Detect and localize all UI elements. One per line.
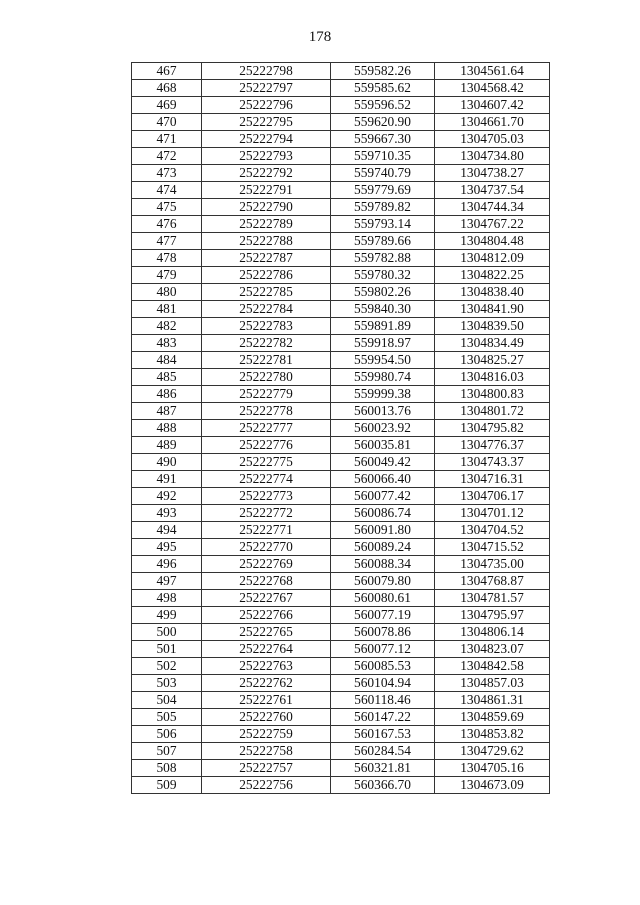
point-id-cell: 25222774: [202, 471, 331, 488]
point-id-cell: 25222768: [202, 573, 331, 590]
x-coordinate-cell: 560089.24: [331, 539, 435, 556]
point-id-cell: 25222779: [202, 386, 331, 403]
point-id-cell: 25222765: [202, 624, 331, 641]
point-id-cell: 25222758: [202, 743, 331, 760]
point-id-cell: 25222797: [202, 80, 331, 97]
point-id-cell: 25222764: [202, 641, 331, 658]
table-row: [132, 386, 550, 403]
x-coordinate-cell: 559779.69: [331, 182, 435, 199]
point-number-cell: 474: [132, 182, 202, 199]
point-number-cell: 484: [132, 352, 202, 369]
point-id-cell: 25222778: [202, 403, 331, 420]
x-coordinate-cell: 559789.82: [331, 199, 435, 216]
table-row: [132, 318, 550, 335]
point-number-cell: 499: [132, 607, 202, 624]
x-coordinate-cell: 560066.40: [331, 471, 435, 488]
table-row: [132, 352, 550, 369]
y-coordinate-cell: 1304767.22: [435, 216, 550, 233]
point-number-cell: 473: [132, 165, 202, 182]
y-coordinate-cell: 1304795.82: [435, 420, 550, 437]
y-coordinate-cell: 1304839.50: [435, 318, 550, 335]
y-coordinate-cell: 1304834.49: [435, 335, 550, 352]
y-coordinate-cell: 1304859.69: [435, 709, 550, 726]
x-coordinate-cell: 559793.14: [331, 216, 435, 233]
y-coordinate-cell: 1304822.25: [435, 267, 550, 284]
x-coordinate-cell: 559620.90: [331, 114, 435, 131]
point-number-cell: 505: [132, 709, 202, 726]
table-row: [132, 97, 550, 114]
point-number-cell: 504: [132, 692, 202, 709]
point-number-cell: 500: [132, 624, 202, 641]
table-row: [132, 165, 550, 182]
x-coordinate-cell: 560104.94: [331, 675, 435, 692]
point-number-cell: 498: [132, 590, 202, 607]
y-coordinate-cell: 1304842.58: [435, 658, 550, 675]
point-id-cell: 25222766: [202, 607, 331, 624]
y-coordinate-cell: 1304795.97: [435, 607, 550, 624]
table-row: [132, 182, 550, 199]
point-number-cell: 486: [132, 386, 202, 403]
y-coordinate-cell: 1304737.54: [435, 182, 550, 199]
y-coordinate-cell: 1304738.27: [435, 165, 550, 182]
x-coordinate-cell: 559780.32: [331, 267, 435, 284]
point-id-cell: 25222762: [202, 675, 331, 692]
y-coordinate-cell: 1304715.52: [435, 539, 550, 556]
x-coordinate-cell: 560118.46: [331, 692, 435, 709]
table-row: [132, 420, 550, 437]
point-id-cell: 25222784: [202, 301, 331, 318]
y-coordinate-cell: 1304561.64: [435, 63, 550, 80]
x-coordinate-cell: 560086.74: [331, 505, 435, 522]
y-coordinate-cell: 1304735.00: [435, 556, 550, 573]
y-coordinate-cell: 1304861.31: [435, 692, 550, 709]
point-number-cell: 470: [132, 114, 202, 131]
point-number-cell: 471: [132, 131, 202, 148]
point-number-cell: 502: [132, 658, 202, 675]
table-row: [132, 726, 550, 743]
table-row: [132, 437, 550, 454]
coordinates-table-body: [132, 63, 550, 794]
table-row: [132, 590, 550, 607]
y-coordinate-cell: 1304816.03: [435, 369, 550, 386]
table-row: [132, 131, 550, 148]
x-coordinate-cell: 560078.86: [331, 624, 435, 641]
point-number-cell: 481: [132, 301, 202, 318]
point-number-cell: 503: [132, 675, 202, 692]
point-number-cell: 492: [132, 488, 202, 505]
point-number-cell: 509: [132, 777, 202, 794]
x-coordinate-cell: 560085.53: [331, 658, 435, 675]
table-row: [132, 267, 550, 284]
point-number-cell: 468: [132, 80, 202, 97]
point-id-cell: 25222788: [202, 233, 331, 250]
point-number-cell: 485: [132, 369, 202, 386]
point-number-cell: 497: [132, 573, 202, 590]
y-coordinate-cell: 1304768.87: [435, 573, 550, 590]
y-coordinate-cell: 1304568.42: [435, 80, 550, 97]
point-number-cell: 469: [132, 97, 202, 114]
point-number-cell: 501: [132, 641, 202, 658]
y-coordinate-cell: 1304716.31: [435, 471, 550, 488]
table-row: [132, 63, 550, 80]
point-number-cell: 491: [132, 471, 202, 488]
point-id-cell: 25222782: [202, 335, 331, 352]
coordinates-table: [131, 62, 550, 794]
y-coordinate-cell: 1304806.14: [435, 624, 550, 641]
x-coordinate-cell: 559980.74: [331, 369, 435, 386]
y-coordinate-cell: 1304607.42: [435, 97, 550, 114]
y-coordinate-cell: 1304857.03: [435, 675, 550, 692]
table-row: [132, 335, 550, 352]
point-number-cell: 495: [132, 539, 202, 556]
point-id-cell: 25222781: [202, 352, 331, 369]
point-id-cell: 25222787: [202, 250, 331, 267]
x-coordinate-cell: 560035.81: [331, 437, 435, 454]
y-coordinate-cell: 1304800.83: [435, 386, 550, 403]
table-row: [132, 233, 550, 250]
x-coordinate-cell: 560013.76: [331, 403, 435, 420]
y-coordinate-cell: 1304853.82: [435, 726, 550, 743]
point-id-cell: 25222763: [202, 658, 331, 675]
point-id-cell: 25222759: [202, 726, 331, 743]
x-coordinate-cell: 560091.80: [331, 522, 435, 539]
table-row: [132, 216, 550, 233]
table-row: [132, 403, 550, 420]
point-id-cell: 25222771: [202, 522, 331, 539]
x-coordinate-cell: 560321.81: [331, 760, 435, 777]
point-id-cell: 25222767: [202, 590, 331, 607]
table-row: [132, 199, 550, 216]
table-row: [132, 692, 550, 709]
table-row: [132, 284, 550, 301]
x-coordinate-cell: 560167.53: [331, 726, 435, 743]
y-coordinate-cell: 1304673.09: [435, 777, 550, 794]
table-row: [132, 556, 550, 573]
x-coordinate-cell: 560147.22: [331, 709, 435, 726]
table-row: [132, 658, 550, 675]
point-id-cell: 25222760: [202, 709, 331, 726]
x-coordinate-cell: 560023.92: [331, 420, 435, 437]
x-coordinate-cell: 560080.61: [331, 590, 435, 607]
y-coordinate-cell: 1304804.48: [435, 233, 550, 250]
point-id-cell: 25222783: [202, 318, 331, 335]
point-number-cell: 490: [132, 454, 202, 471]
y-coordinate-cell: 1304661.70: [435, 114, 550, 131]
point-id-cell: 25222785: [202, 284, 331, 301]
point-number-cell: 476: [132, 216, 202, 233]
y-coordinate-cell: 1304701.12: [435, 505, 550, 522]
point-id-cell: 25222780: [202, 369, 331, 386]
point-id-cell: 25222790: [202, 199, 331, 216]
point-number-cell: 496: [132, 556, 202, 573]
table-row: [132, 454, 550, 471]
x-coordinate-cell: 559740.79: [331, 165, 435, 182]
point-number-cell: 480: [132, 284, 202, 301]
y-coordinate-cell: 1304801.72: [435, 403, 550, 420]
y-coordinate-cell: 1304743.37: [435, 454, 550, 471]
table-row: [132, 760, 550, 777]
point-number-cell: 506: [132, 726, 202, 743]
point-id-cell: 25222761: [202, 692, 331, 709]
y-coordinate-cell: 1304838.40: [435, 284, 550, 301]
x-coordinate-cell: 559789.66: [331, 233, 435, 250]
x-coordinate-cell: 559891.89: [331, 318, 435, 335]
x-coordinate-cell: 560077.12: [331, 641, 435, 658]
point-id-cell: 25222772: [202, 505, 331, 522]
table-row: [132, 148, 550, 165]
x-coordinate-cell: 559954.50: [331, 352, 435, 369]
point-number-cell: 467: [132, 63, 202, 80]
point-id-cell: 25222776: [202, 437, 331, 454]
point-number-cell: 507: [132, 743, 202, 760]
y-coordinate-cell: 1304781.57: [435, 590, 550, 607]
point-number-cell: 479: [132, 267, 202, 284]
point-id-cell: 25222793: [202, 148, 331, 165]
y-coordinate-cell: 1304825.27: [435, 352, 550, 369]
point-number-cell: 488: [132, 420, 202, 437]
point-number-cell: 489: [132, 437, 202, 454]
point-id-cell: 25222791: [202, 182, 331, 199]
point-id-cell: 25222798: [202, 63, 331, 80]
table-row: [132, 743, 550, 760]
table-row: [132, 80, 550, 97]
table-row: [132, 114, 550, 131]
table-row: [132, 522, 550, 539]
y-coordinate-cell: 1304704.52: [435, 522, 550, 539]
x-coordinate-cell: 560088.34: [331, 556, 435, 573]
table-row: [132, 573, 550, 590]
point-id-cell: 25222757: [202, 760, 331, 777]
table-row: [132, 624, 550, 641]
point-id-cell: 25222777: [202, 420, 331, 437]
table-row: [132, 471, 550, 488]
x-coordinate-cell: 560366.70: [331, 777, 435, 794]
point-number-cell: 493: [132, 505, 202, 522]
x-coordinate-cell: 559840.30: [331, 301, 435, 318]
y-coordinate-cell: 1304705.16: [435, 760, 550, 777]
table-row: [132, 777, 550, 794]
point-id-cell: 25222792: [202, 165, 331, 182]
x-coordinate-cell: 559585.62: [331, 80, 435, 97]
point-id-cell: 25222775: [202, 454, 331, 471]
x-coordinate-cell: 559802.26: [331, 284, 435, 301]
point-id-cell: 25222773: [202, 488, 331, 505]
point-number-cell: 475: [132, 199, 202, 216]
y-coordinate-cell: 1304734.80: [435, 148, 550, 165]
point-number-cell: 482: [132, 318, 202, 335]
y-coordinate-cell: 1304841.90: [435, 301, 550, 318]
table-row: [132, 539, 550, 556]
table-row: [132, 250, 550, 267]
x-coordinate-cell: 560077.19: [331, 607, 435, 624]
point-id-cell: 25222769: [202, 556, 331, 573]
point-number-cell: 472: [132, 148, 202, 165]
x-coordinate-cell: 559596.52: [331, 97, 435, 114]
table-row: [132, 607, 550, 624]
point-id-cell: 25222786: [202, 267, 331, 284]
point-number-cell: 494: [132, 522, 202, 539]
y-coordinate-cell: 1304823.07: [435, 641, 550, 658]
x-coordinate-cell: 560284.54: [331, 743, 435, 760]
x-coordinate-cell: 560079.80: [331, 573, 435, 590]
y-coordinate-cell: 1304706.17: [435, 488, 550, 505]
x-coordinate-cell: 560049.42: [331, 454, 435, 471]
x-coordinate-cell: 559667.30: [331, 131, 435, 148]
point-number-cell: 477: [132, 233, 202, 250]
y-coordinate-cell: 1304729.62: [435, 743, 550, 760]
y-coordinate-cell: 1304744.34: [435, 199, 550, 216]
table-row: [132, 641, 550, 658]
table-row: [132, 505, 550, 522]
point-number-cell: 508: [132, 760, 202, 777]
table-row: [132, 488, 550, 505]
table-row: [132, 675, 550, 692]
point-id-cell: 25222770: [202, 539, 331, 556]
x-coordinate-cell: 559782.88: [331, 250, 435, 267]
point-number-cell: 478: [132, 250, 202, 267]
y-coordinate-cell: 1304705.03: [435, 131, 550, 148]
page-number: 178: [308, 29, 332, 45]
point-id-cell: 25222796: [202, 97, 331, 114]
x-coordinate-cell: 559918.97: [331, 335, 435, 352]
point-number-cell: 483: [132, 335, 202, 352]
point-number-cell: 487: [132, 403, 202, 420]
x-coordinate-cell: 559710.35: [331, 148, 435, 165]
x-coordinate-cell: 559582.26: [331, 63, 435, 80]
y-coordinate-cell: 1304776.37: [435, 437, 550, 454]
table-row: [132, 369, 550, 386]
table-row: [132, 301, 550, 318]
point-id-cell: 25222794: [202, 131, 331, 148]
point-id-cell: 25222756: [202, 777, 331, 794]
x-coordinate-cell: 559999.38: [331, 386, 435, 403]
point-id-cell: 25222795: [202, 114, 331, 131]
table-row: [132, 709, 550, 726]
y-coordinate-cell: 1304812.09: [435, 250, 550, 267]
x-coordinate-cell: 560077.42: [331, 488, 435, 505]
point-id-cell: 25222789: [202, 216, 331, 233]
